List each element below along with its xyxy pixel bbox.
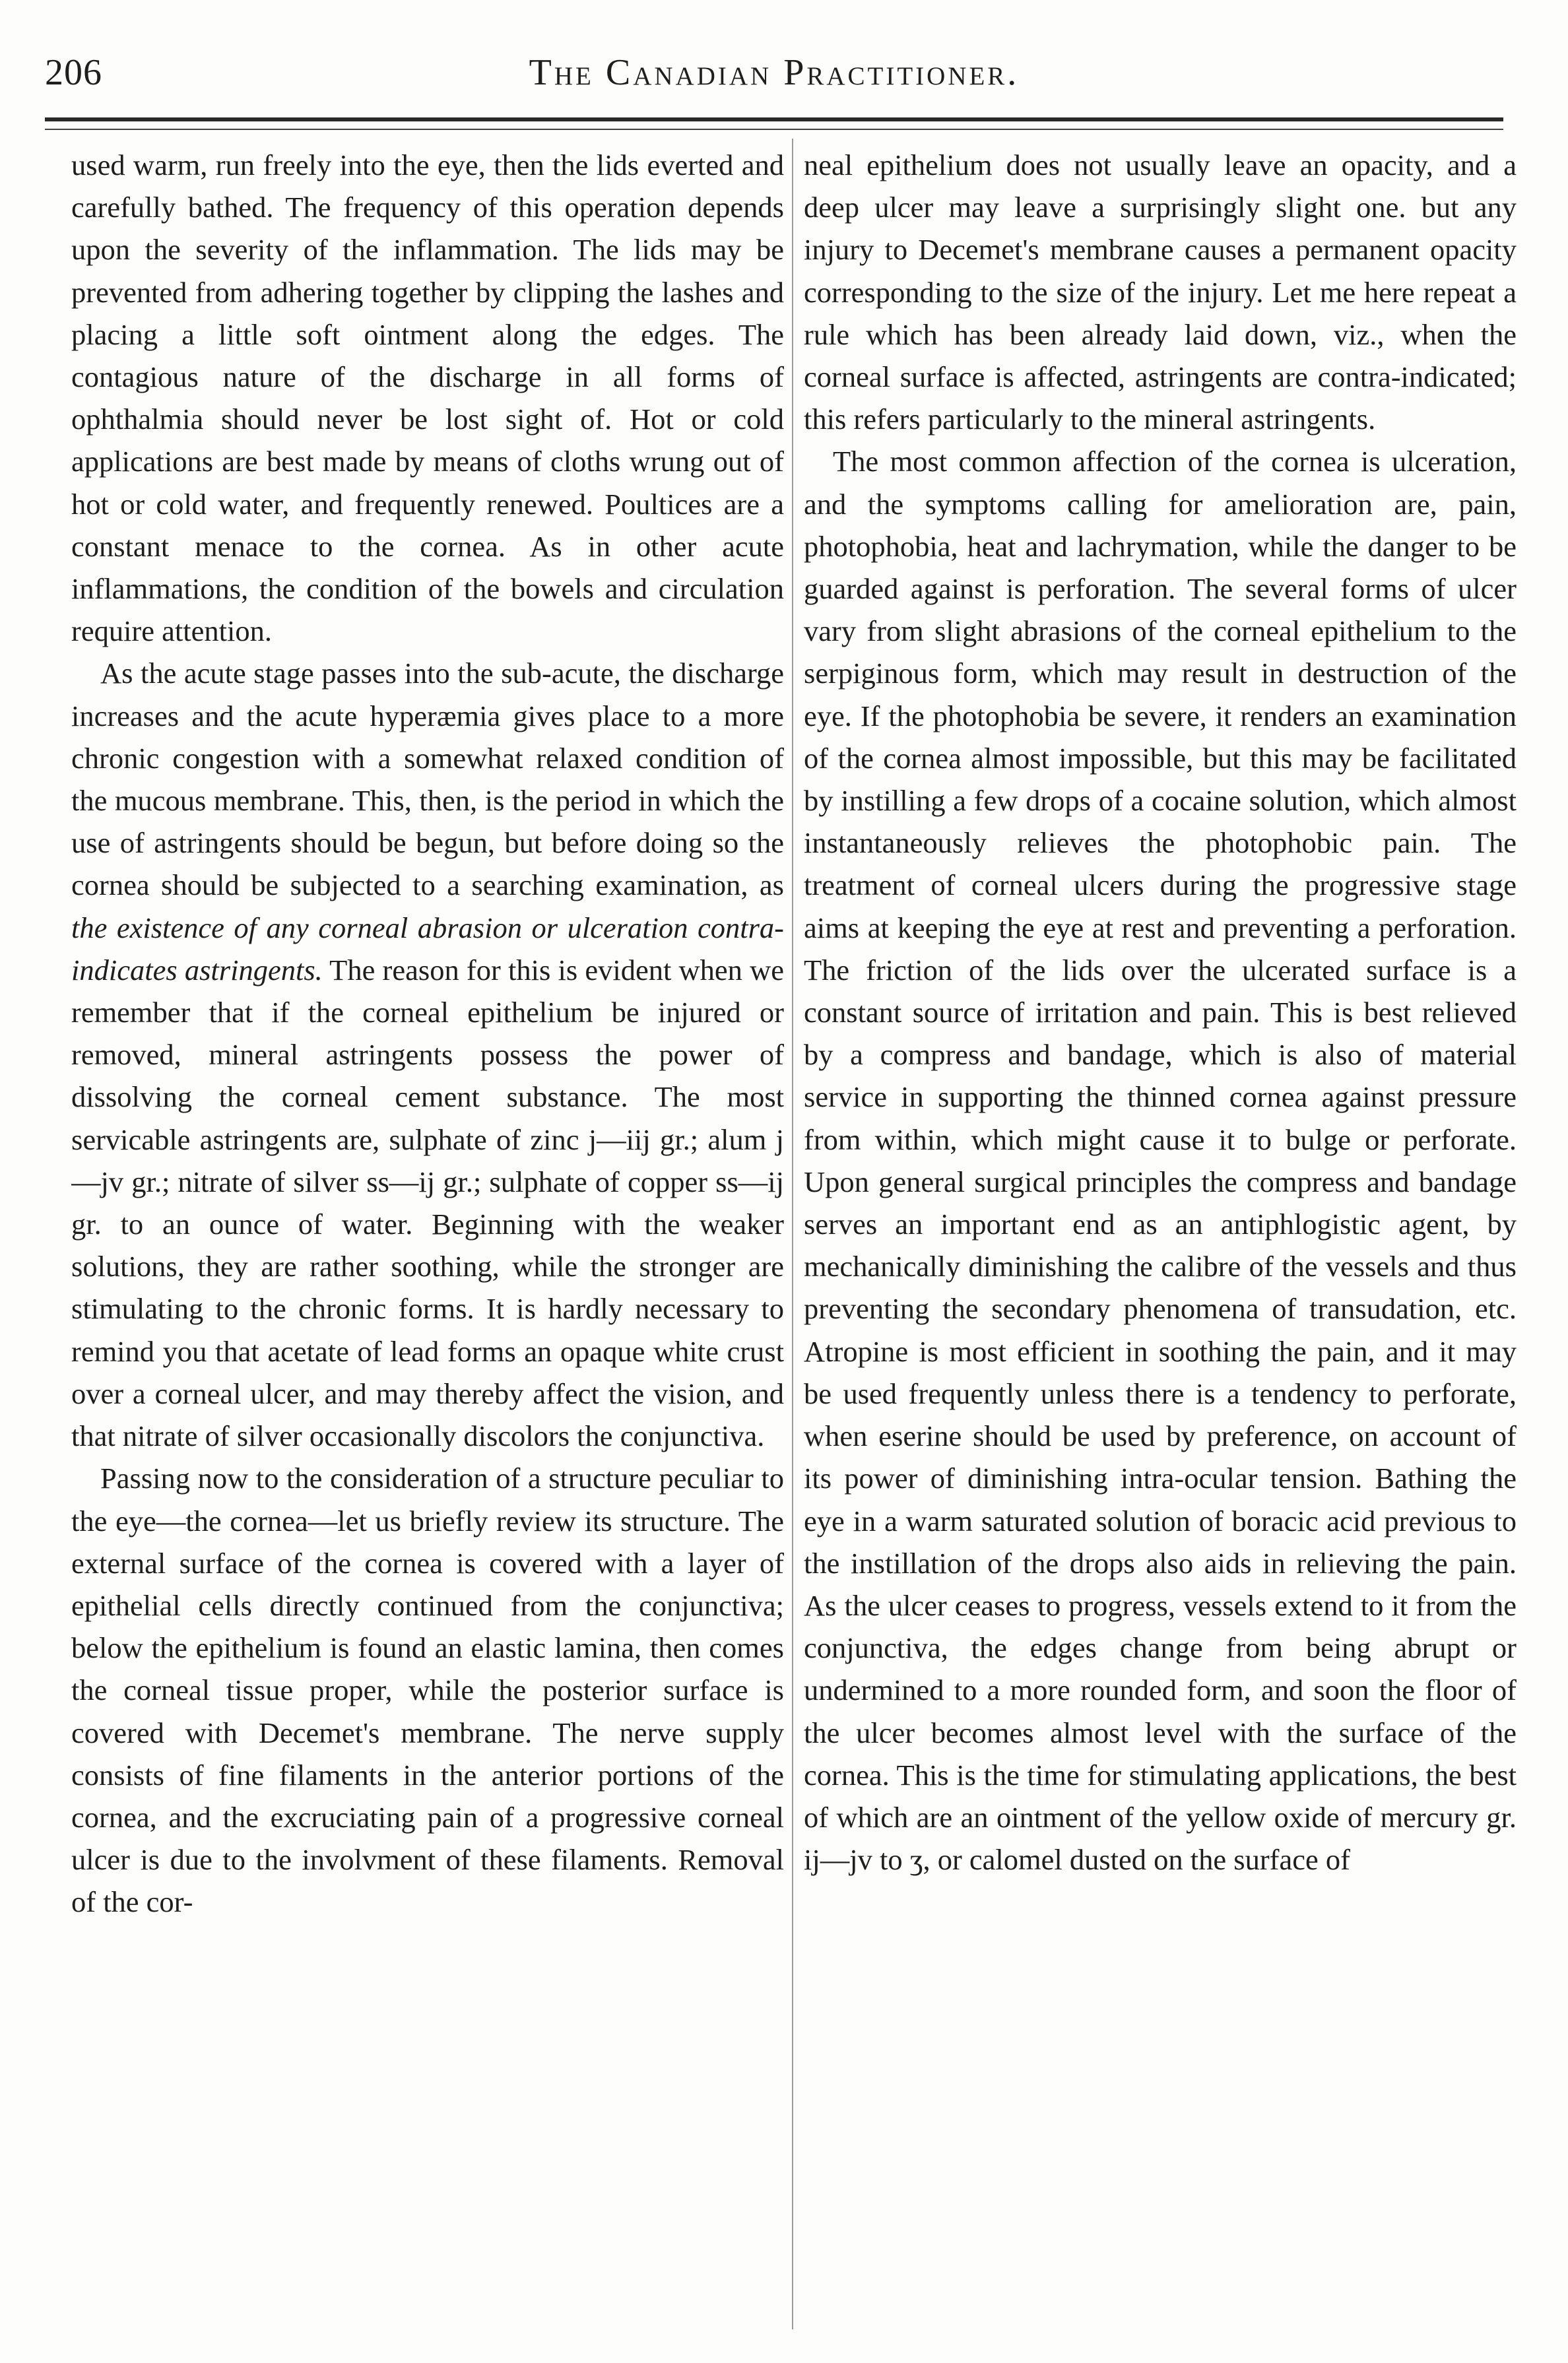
header-rule-thin — [45, 129, 1503, 130]
journal-title: The Canadian Practitioner. — [529, 52, 1020, 93]
paragraph-continued: used warm, run freely into the eye, then the lids everted and carefully bathed. The frequency of this operation depends upon the severity of the inflammation. The lids may be prevented from adhering together by clipping the lashes and placing a little soft ointment along the edges. The contagious nature of the discharge in all forms of ophthalmia should never be lost sight of. Hot or cold applications are best made by means of cloths wrung out of hot or cold water, and frequently renewed. Poultices are a constant menace to the cornea. As in other acute inflammations, the condition of the bowels and circulation require attention. — [71, 148, 784, 648]
right-column — [804, 144, 1517, 2315]
paragraph-cornea-structure: Passing now to the consideration of a structure peculiar to the eye—the cornea—let us briefly review its structure. The external surface of the cornea is covered with a layer of epithelial cells directly continued from the conjunctiva; below the epithelium is found an elastic lamina, then comes the corneal tissue proper, while the posterior surface is covered with Decemet's membrane. The nerve supply consists of fine filaments in the anterior portions of the cornea, and the excruciating pain of a progressive corneal ulcer is due to the involvment of these filaments. Removal of the cor- — [71, 1462, 784, 1919]
page-number: 206 — [45, 52, 102, 93]
header-rule-thick — [45, 117, 1503, 121]
left-column — [71, 144, 784, 2315]
paragraph-ulceration: The most common affection of the cornea is ulceration, and the symptoms calling for amelioration are, pain, photophobia, heat and lachrymation, while the danger to be guarded against is perforation. The several forms of ulcer vary from slight abrasions of the corneal epithelium to the serpiginous form, which may result in destruction of the eye. If the photophobia be severe, it renders an examination of the cornea almost impossible, but this may be facilitated by instilling a few drops of a cocaine solution, which almost instantaneously relieves the photophobic pain. The treatment of corneal ulcers during the progressive stage aims at keeping the eye at rest and preventing a perforation. The friction of the lids over the ulcerated surface is a constant source of irritation and pain. This is best relieved by a compress and bandage, which is also of material service in supporting the thinned cornea against pressure from within, which might cause it to bulge or perforate. Upon general surgical principles the compress and bandage serves an important end as an antiphlogistic agent, by mechanically diminishing the calibre of the vessels and thus preventing the secondary phenomena of transudation, etc. Atropine is most efficient in soothing the pain, and it may be used frequently unless there is a tendency to perforate, when eserine should be used by preference, on account of its power of diminishing intra-ocular tension. Bathing the eye in a warm saturated solution of boracic acid previous to the instillation of the drops also aids in relieving the pain. As the ulcer ceases to progress, vessels extend to it from the conjunctiva, the edges change from being abrupt or undermined to a more rounded form, and soon the floor of the ulcer becomes almost level with the surface of the cornea. This is the time for stimulating applications, the best of which are an ointment of the yellow oxide of mercury gr. ij—jv to ʒ, or calomel dusted on the surface of — [804, 445, 1517, 1877]
paragraph-continued: neal epithelium does not usually leave an opacity, and a deep ulcer may leave a surprisingly slight one. but any injury to Decemet's membrane causes a permanent opacity corresponding to the size of the injury. Let me here repeat a rule which has been already laid down, viz., when the corneal surface is affected, astringents are contra-indicated; this refers particularly to the mineral astringents. — [804, 148, 1517, 436]
paragraph-text: The reason for this is evident when we remember that if the corneal epithelium be injured or removed, mineral astringents possess the power of dissolving the corneal cement substance. The most servicable astringents are, sulphate of zinc j—iij gr.; alum j—jv gr.; nitrate of silver ss—ij gr.; sulphate of copper ss—ij gr. to an ounce of water. Beginning with the weaker solutions, they are rather soothing, while the stronger are stimulating to the chronic forms. It is hardly necessary to remind you that acetate of lead forms an opaque white crust over a corneal ulcer, and may thereby affect the vision, and that nitrate of silver occasionally discolors the conjunctiva. — [71, 953, 784, 1453]
running-head — [45, 51, 1503, 104]
paragraph-astringents — [71, 652, 784, 1457]
column-divider — [792, 139, 793, 2329]
italic-emphasis: the existence of any corneal abrasion or ulceration contraindicates astringents. — [71, 911, 784, 987]
paragraph-text: As the acute stage passes into the sub-acute, the discharge increases and the acute hyperæmia gives place to a more chronic congestion with a somewhat relaxed condition of the mucous membrane. This, then, is the period in which the use of astringents should be begun, but before doing so the cornea should be subjected to a searching examination, as — [71, 657, 784, 902]
